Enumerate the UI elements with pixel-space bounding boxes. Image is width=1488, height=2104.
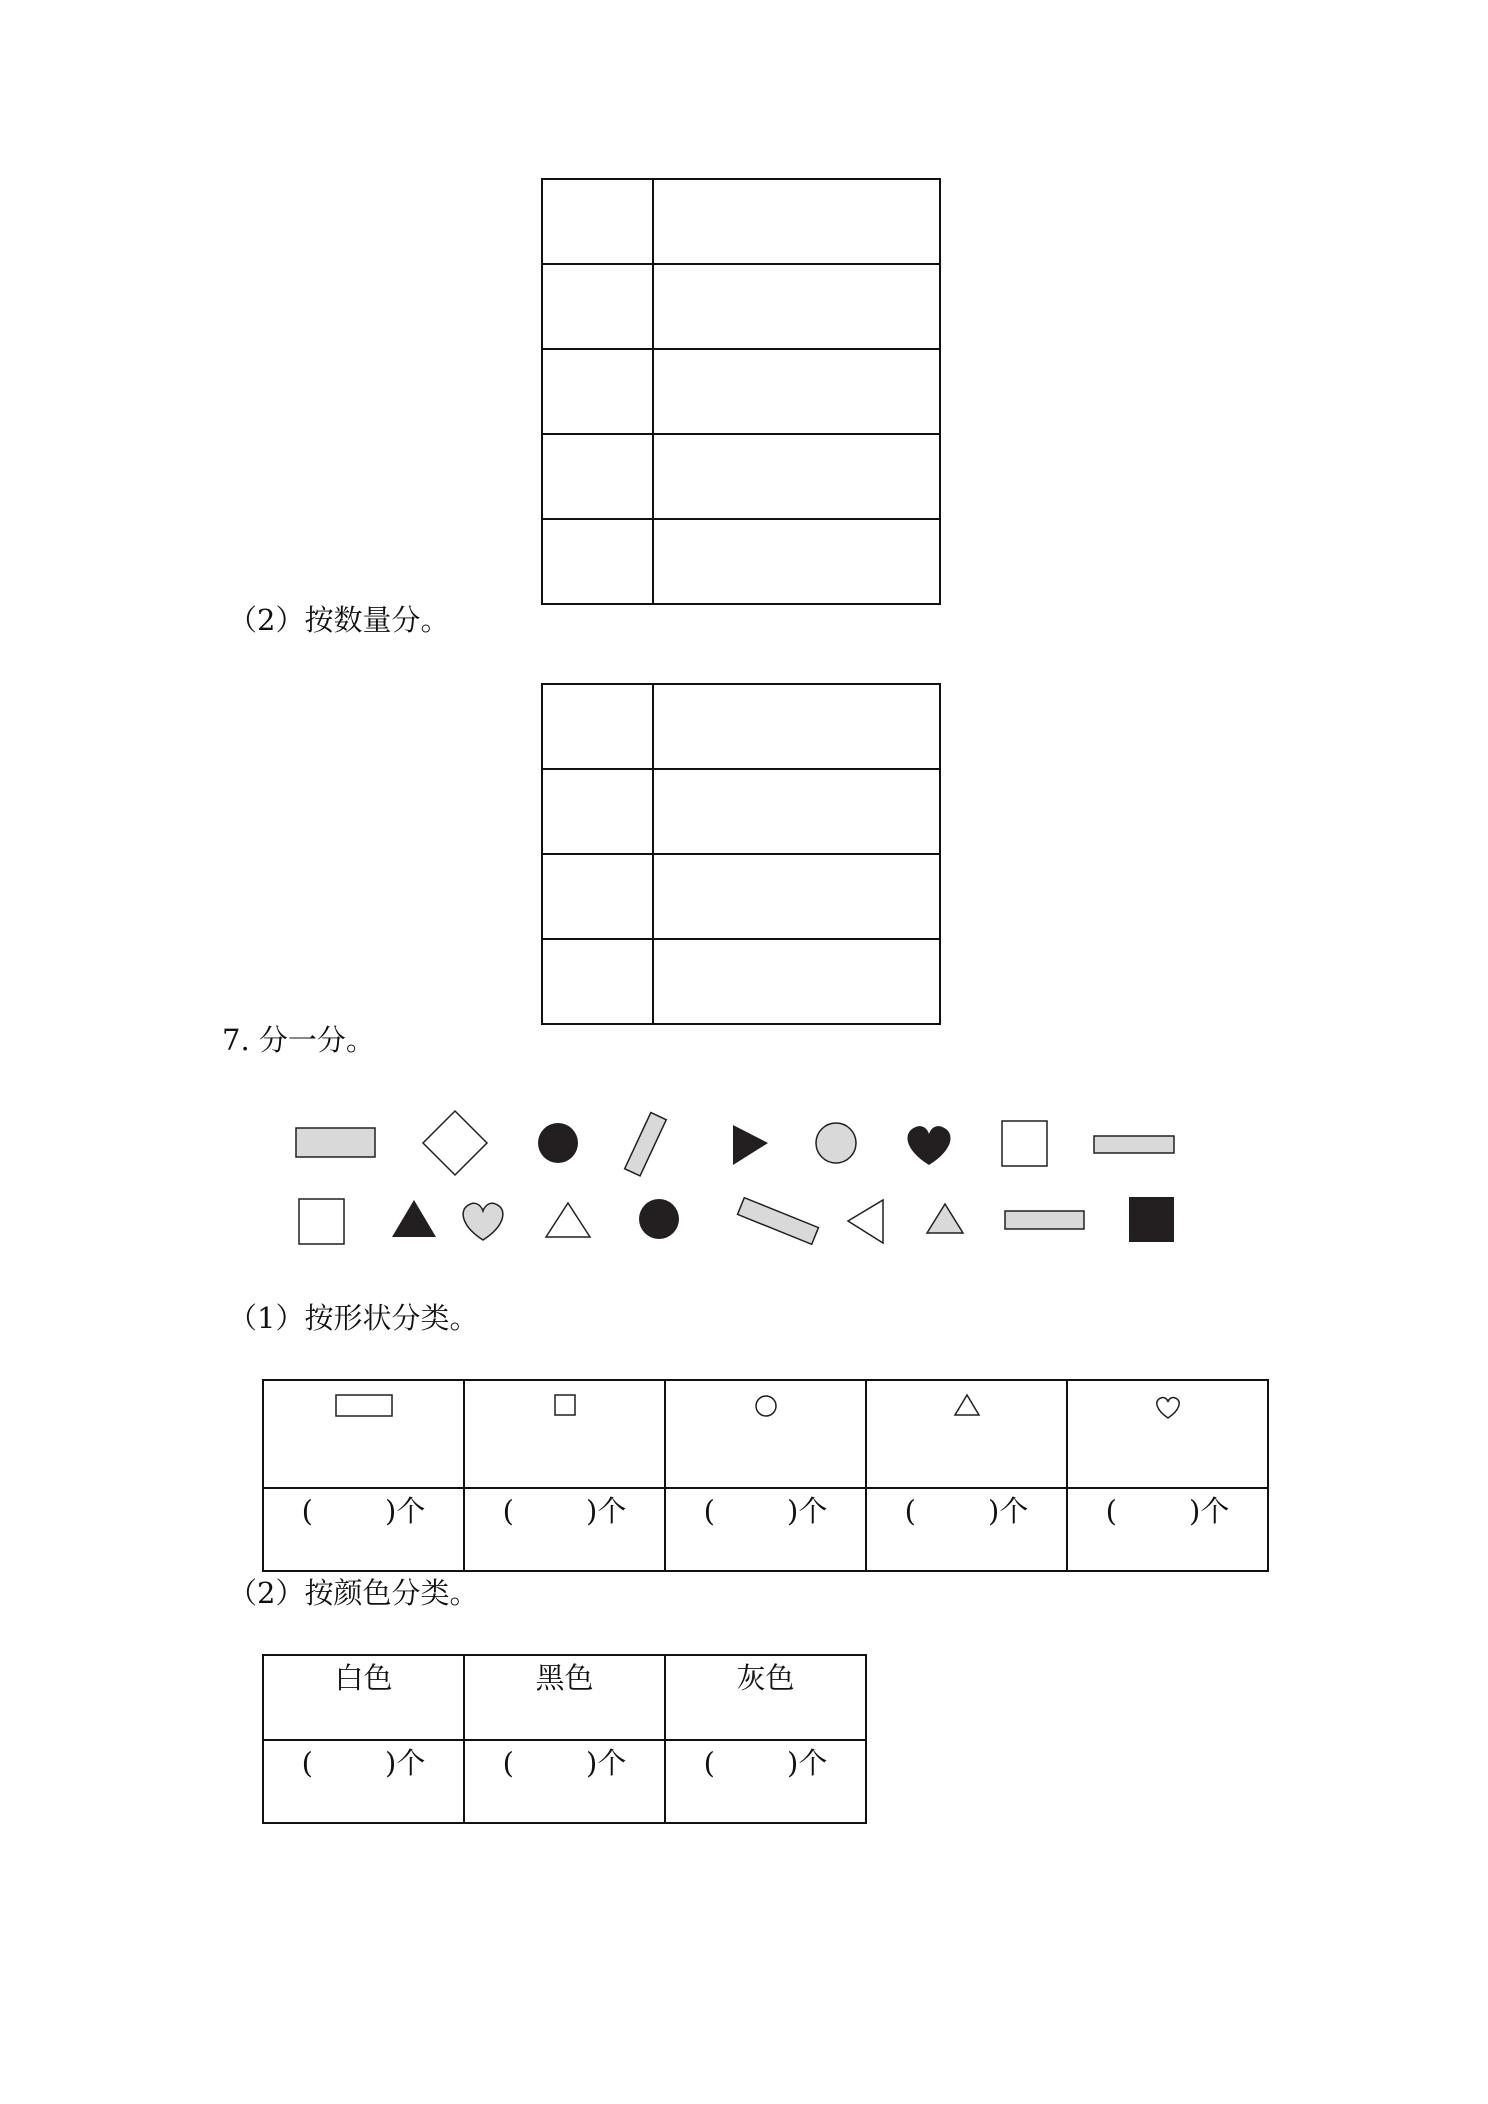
table-cell[interactable] [542, 939, 653, 1024]
heart-icon [463, 1203, 503, 1240]
table-cell[interactable] [542, 179, 653, 264]
table-cell[interactable] [542, 434, 653, 519]
classification-table-count [541, 683, 941, 1025]
circle-icon [756, 1396, 776, 1416]
triangle-left-icon [848, 1200, 883, 1243]
count-cell[interactable]: ( )个 [263, 1488, 464, 1571]
table-cell[interactable] [653, 264, 940, 349]
count-cell[interactable]: ( )个 [1067, 1488, 1268, 1571]
count-cell[interactable]: ( )个 [263, 1740, 464, 1823]
color-classification-table [262, 1654, 867, 1824]
color-header-white: 白色 [263, 1655, 464, 1740]
table-cell[interactable] [542, 519, 653, 604]
count-cell[interactable]: ( )个 [665, 1488, 866, 1571]
table-cell[interactable] [653, 939, 940, 1024]
table-cell[interactable] [653, 684, 940, 769]
table-cell[interactable] [542, 684, 653, 769]
q6-part2-label: （2）按数量分。 [228, 603, 450, 637]
rectangle-icon [296, 1128, 375, 1157]
square-icon [299, 1199, 344, 1244]
table-cell[interactable] [542, 769, 653, 854]
rectangle-icon [1094, 1136, 1174, 1153]
q7-title: 7. 分一分。 [222, 1023, 375, 1057]
heart-icon [1156, 1398, 1178, 1418]
table-cell[interactable] [542, 264, 653, 349]
shape-header-heart [1067, 1380, 1268, 1488]
shape-header-circle [665, 1380, 866, 1488]
shape-header-triangle [866, 1380, 1067, 1488]
rectangle-icon [1005, 1211, 1084, 1229]
color-header-black: 黑色 [464, 1655, 665, 1740]
circle-icon [639, 1199, 679, 1239]
count-cell[interactable]: ( )个 [665, 1740, 866, 1823]
count-cell[interactable]: ( )个 [464, 1740, 665, 1823]
shape-header-square [464, 1380, 665, 1488]
q7-part1-label: （1）按形状分类。 [228, 1301, 479, 1335]
square-icon [1129, 1197, 1174, 1242]
shapes-illustration [280, 1100, 1200, 1260]
table-cell[interactable] [542, 854, 653, 939]
table-cell[interactable] [653, 434, 940, 519]
triangle-icon [927, 1204, 963, 1233]
tilted-rectangle-icon [625, 1113, 667, 1176]
table-cell[interactable] [542, 349, 653, 434]
triangle-icon [392, 1200, 436, 1237]
triangle-icon [955, 1395, 979, 1415]
q7-part2-label: （2）按颜色分类。 [228, 1576, 479, 1610]
diamond-icon [423, 1111, 487, 1175]
square-icon [555, 1395, 575, 1415]
square-icon [1002, 1121, 1047, 1166]
circle-icon [538, 1123, 578, 1163]
table-cell[interactable] [653, 349, 940, 434]
count-cell[interactable]: ( )个 [464, 1488, 665, 1571]
table-cell[interactable] [653, 769, 940, 854]
count-cell[interactable]: ( )个 [866, 1488, 1067, 1571]
table-cell[interactable] [653, 854, 940, 939]
table-cell[interactable] [653, 519, 940, 604]
heart-icon [908, 1126, 951, 1165]
shape-classification-table [262, 1379, 1269, 1572]
tilted-rectangle-icon [738, 1198, 819, 1245]
shape-header-rectangle [263, 1380, 464, 1488]
triangle-icon [546, 1203, 590, 1237]
circle-icon [816, 1123, 856, 1163]
table-cell[interactable] [653, 179, 940, 264]
rectangle-icon [336, 1395, 392, 1416]
color-header-gray: 灰色 [665, 1655, 866, 1740]
classification-table-top [541, 178, 941, 605]
triangle-right-icon [733, 1125, 768, 1165]
